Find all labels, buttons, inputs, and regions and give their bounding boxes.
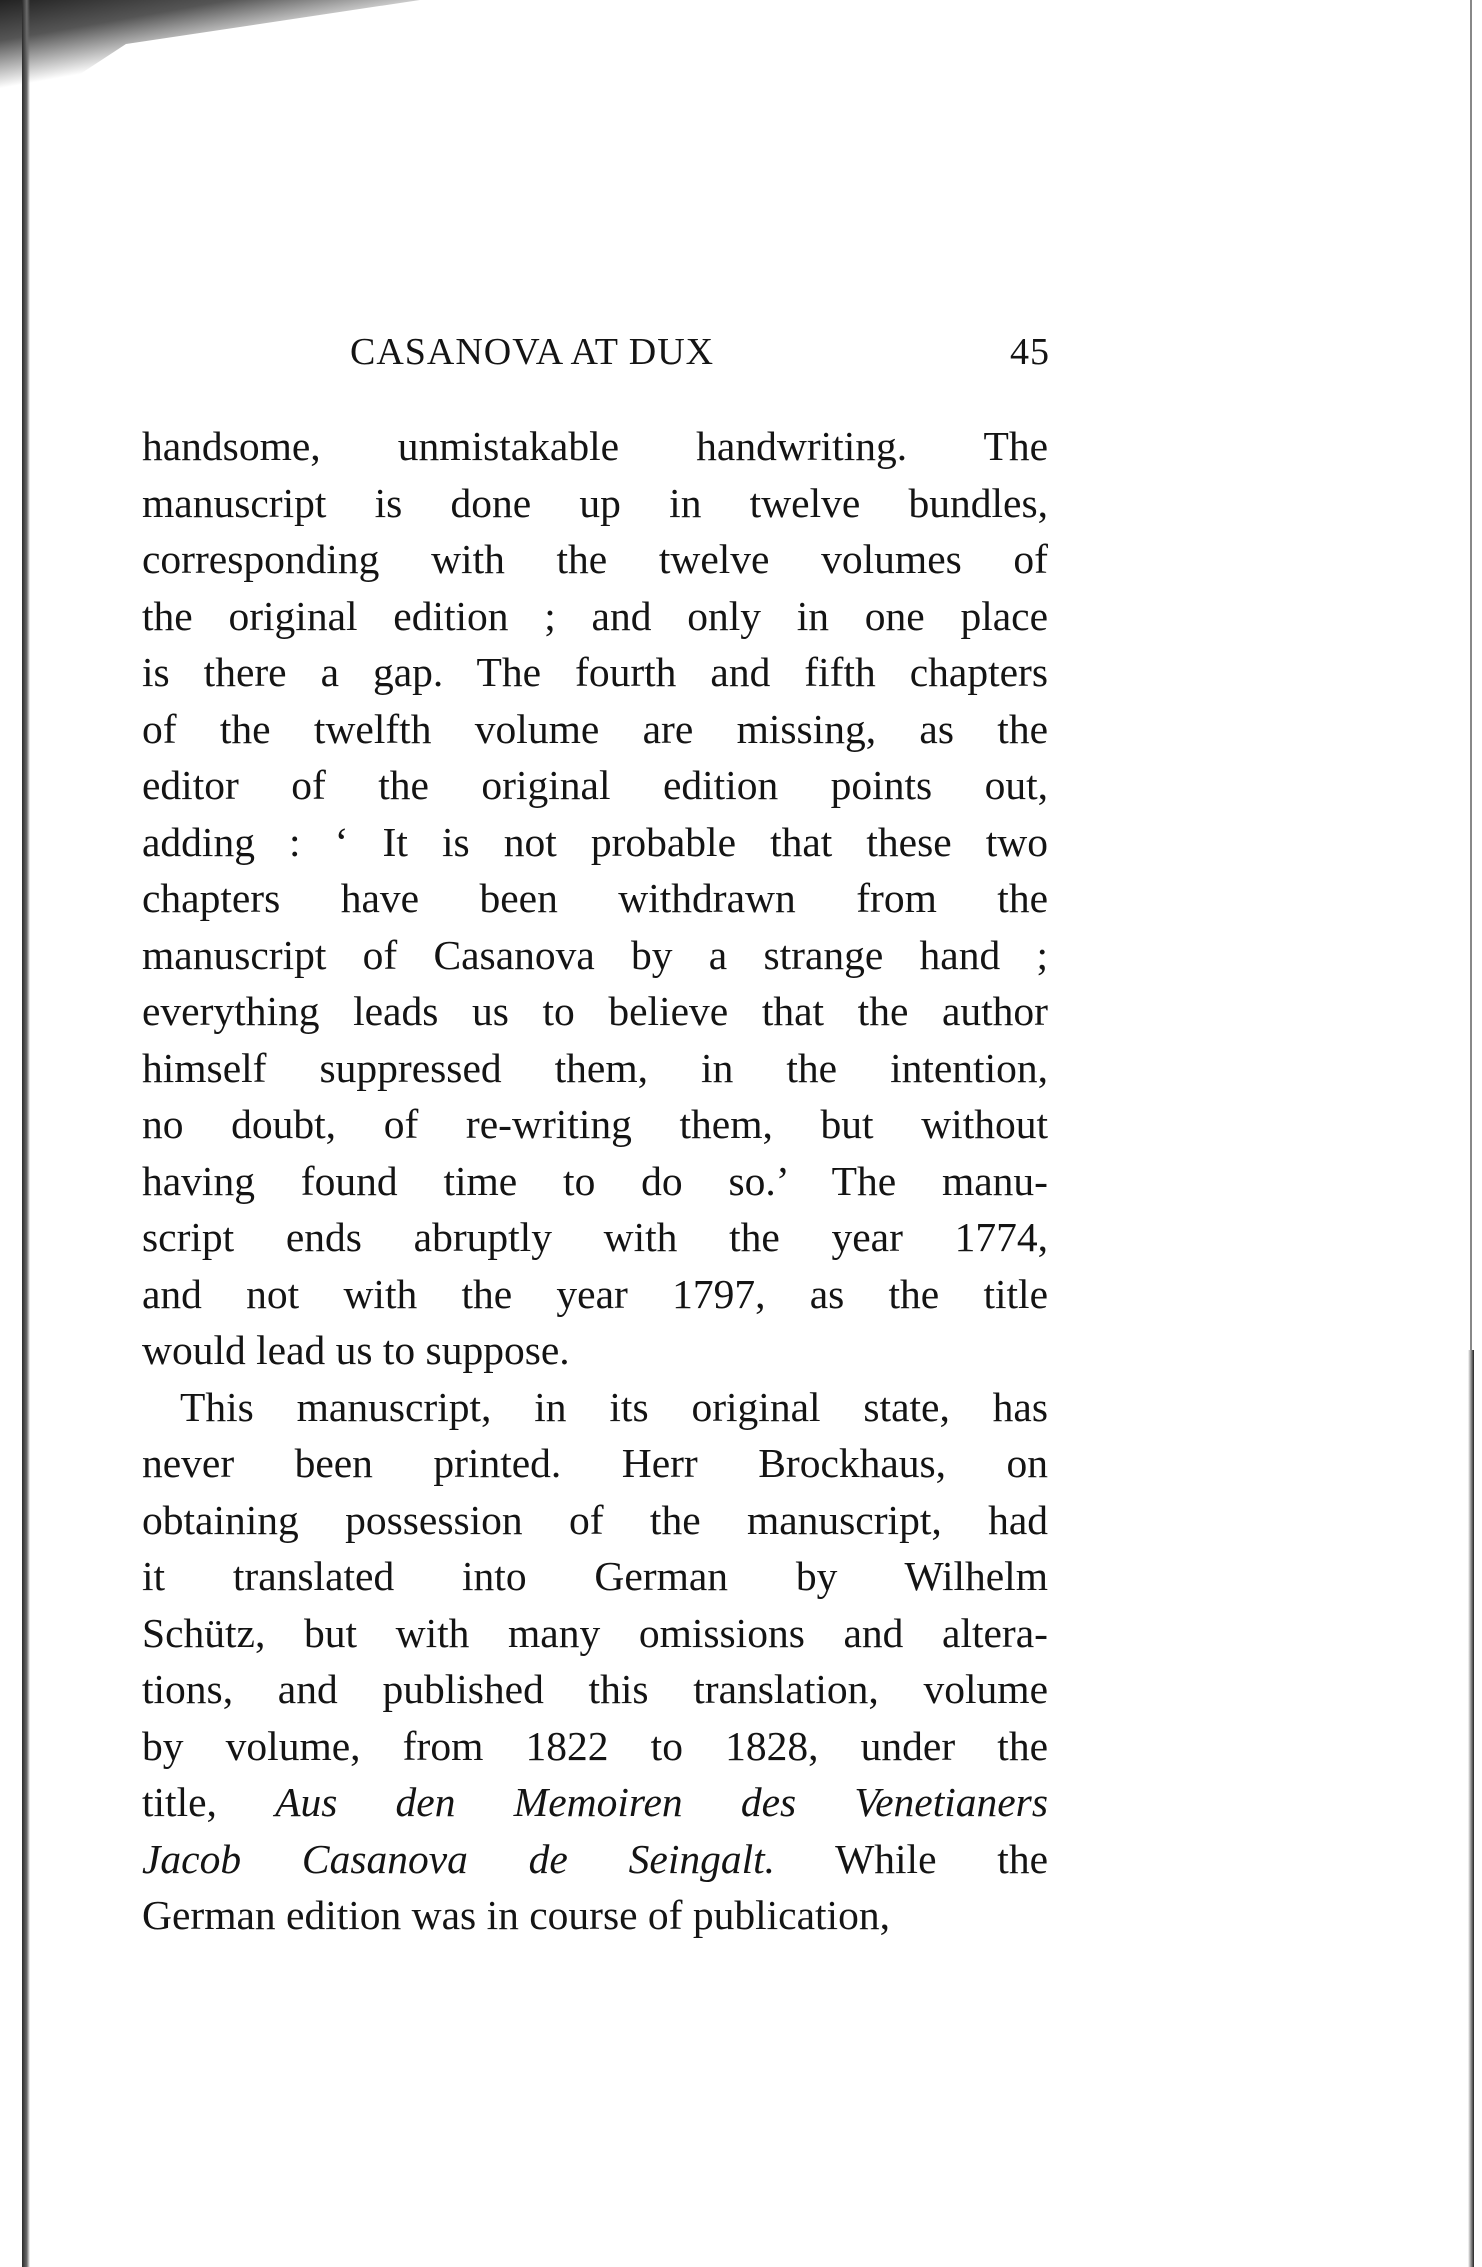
text-line: himself suppressed them, in the intention, — [142, 1044, 1048, 1091]
text-line: having found time to do so.’ The manu- — [142, 1157, 1048, 1204]
italic-book-title: Aus den Memoiren des Venetianers — [275, 1779, 1048, 1825]
page-number: 45 — [1010, 331, 1050, 373]
text-line-italic-title — [142, 1831, 1048, 1888]
text-line: tions, and published this translation, volume — [142, 1666, 1048, 1712]
text-line: and not with the year 1797, as the title — [142, 1270, 1048, 1317]
text-line: script ends abruptly with the year 1774, — [142, 1214, 1048, 1260]
text-line: the original edition ; and only in one place — [142, 592, 1048, 639]
text-span: title, — [142, 1779, 276, 1825]
running-title: CASANOVA AT DUX — [350, 331, 715, 373]
text-line: editor of the original edition points out, — [142, 762, 1048, 808]
italic-book-title: Jacob Casanova de Seingalt. — [142, 1835, 776, 1882]
text-line: manuscript of Casanova by a strange hand ; — [142, 931, 1048, 978]
text-line: manuscript is done up in twelve bundles, — [142, 479, 1048, 526]
text-line: Schütz, but with many omissions and altera- — [142, 1609, 1048, 1656]
scan-corner-artifact — [0, 0, 420, 110]
text-line: obtaining possession of the manuscript, had — [142, 1496, 1048, 1543]
scan-right-edge-line — [1470, 0, 1472, 1350]
scan-left-edge — [22, 0, 30, 2267]
text-line: would lead us to suppose. — [142, 1327, 570, 1373]
text-line: everything leads us to believe that the author — [142, 988, 1048, 1034]
scan-right-edge — [1468, 1350, 1474, 2267]
text-line: of the twelfth volume are missing, as the — [142, 705, 1048, 752]
text-line: no doubt, of re-writing them, but without — [142, 1101, 1048, 1147]
body-text — [142, 418, 1048, 1944]
text-line: corresponding with the twelve volumes of — [142, 536, 1048, 582]
text-span: While the — [775, 1835, 1048, 1882]
text-line: is there a gap. The fourth and fifth chapters — [142, 649, 1048, 695]
text-line-italic-title — [142, 1774, 1048, 1831]
text-line: handsome, unmistakable handwriting. The — [142, 423, 1048, 469]
text-line: by volume, from 1822 to 1828, under the — [142, 1722, 1048, 1769]
paragraph-1 — [142, 418, 1048, 1379]
text-line: German edition was in course of publication, — [142, 1892, 890, 1938]
text-line: This manuscript, in its original state, has — [180, 1383, 1048, 1430]
text-line: never been printed. Herr Brockhaus, on — [142, 1440, 1048, 1486]
paragraph-2 — [142, 1379, 1048, 1944]
text-line: adding : ‘ It is not probable that these two — [142, 818, 1048, 865]
text-line: it translated into German by Wilhelm — [142, 1553, 1048, 1599]
running-head — [350, 330, 1050, 380]
text-line: chapters have been withdrawn from the — [142, 875, 1048, 921]
